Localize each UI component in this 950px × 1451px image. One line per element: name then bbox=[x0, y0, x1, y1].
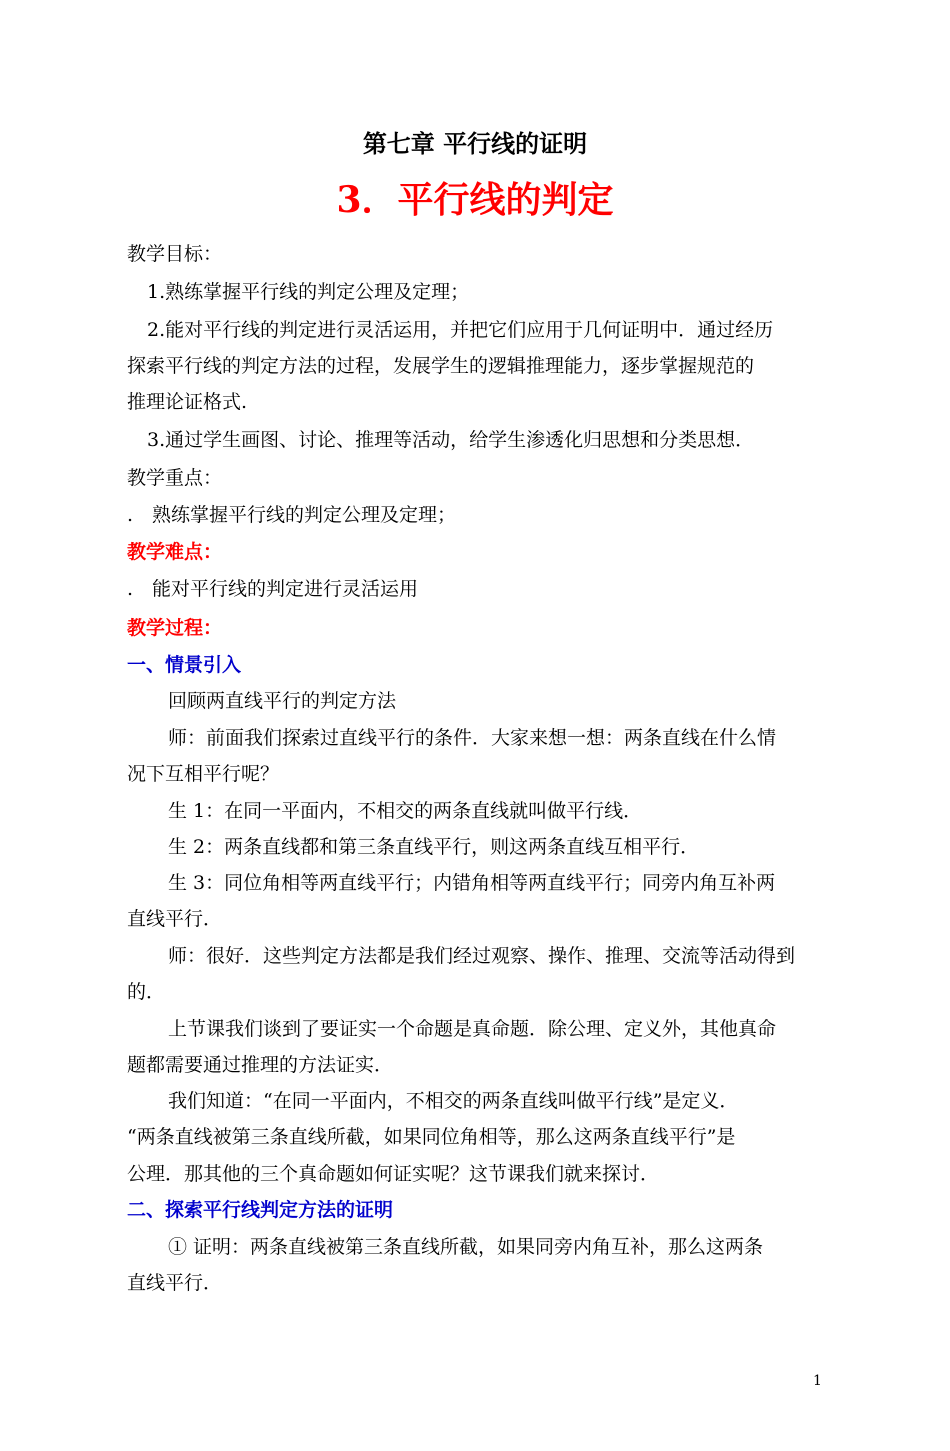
student-3-answer-line-2: 直线平行． bbox=[127, 908, 223, 930]
student-2-answer: 生 2：两条直线都和第三条直线平行，则这两条直线互相平行． bbox=[168, 836, 700, 858]
last-lesson-line-2: 题都需要通过推理的方法证实． bbox=[127, 1054, 394, 1076]
student-3-answer-line-1: 生 3：同位角相等两直线平行；内错角相等两直线平行；同旁内角互补两 bbox=[168, 872, 776, 894]
difficulty-heading: 教学难点： bbox=[127, 541, 223, 563]
lesson-title: 3．平行线的判定 bbox=[336, 179, 614, 221]
we-know-line-2: “两条直线被第三条直线所截，如果同位角相等，那么这两条直线平行”是 bbox=[127, 1126, 736, 1148]
section-1-heading: 一、情景引入 bbox=[127, 654, 242, 676]
objective-2-line-3: 推理论证格式. bbox=[127, 391, 248, 413]
difficulty-item: . 能对平行线的判定进行灵活运用 bbox=[127, 578, 419, 600]
objective-2-line-2: 探索平行线的判定方法的过程，发展学生的逻辑推理能力，逐步掌握规范的 bbox=[127, 355, 755, 377]
objectives-heading: 教学目标： bbox=[127, 243, 223, 265]
chapter-title: 第七章 平行线的证明 bbox=[362, 129, 588, 158]
last-lesson-line-1: 上节课我们谈到了要证实一个命题是真命题．除公理、定义外，其他真命 bbox=[168, 1018, 777, 1040]
teacher-question-line-2: 况下互相平行呢？ bbox=[127, 763, 280, 785]
review-line: 回顾两直线平行的判定方法 bbox=[168, 690, 397, 712]
teacher-comment-line-1: 师：很好．这些判定方法都是我们经过观察、操作、推理、交流等活动得到 bbox=[168, 945, 796, 967]
proof-1-line-1: ① 证明：两条直线被第三条直线所截，如果同旁内角互补，那么这两条 bbox=[168, 1236, 764, 1258]
teacher-question-line-1: 师：前面我们探索过直线平行的条件．大家来想一想：两条直线在什么情 bbox=[168, 727, 777, 749]
key-point-item: . 熟练掌握平行线的判定公理及定理； bbox=[127, 504, 457, 526]
we-know-line-1: 我们知道：“在同一平面内，不相交的两条直线叫做平行线”是定义． bbox=[168, 1090, 739, 1112]
teacher-comment-line-2: 的． bbox=[127, 981, 166, 1003]
objective-3: 3.通过学生画图、讨论、推理等活动，给学生渗透化归思想和分类思想． bbox=[147, 429, 755, 451]
proof-1-line-2: 直线平行． bbox=[127, 1272, 223, 1294]
objective-2-line-1: 2.能对平行线的判定进行灵活运用，并把它们应用于几何证明中．通过经历 bbox=[147, 319, 774, 341]
page-number: 1 bbox=[813, 1373, 822, 1389]
student-1-answer: 生 1：在同一平面内，不相交的两条直线就叫做平行线． bbox=[168, 800, 643, 822]
process-heading: 教学过程： bbox=[127, 617, 223, 639]
key-points-heading: 教学重点： bbox=[127, 467, 223, 489]
objective-1: 1.熟练掌握平行线的判定公理及定理； bbox=[147, 281, 470, 303]
we-know-line-3: 公理．那其他的三个真命题如何证实呢？这节课我们就来探讨． bbox=[127, 1163, 660, 1185]
section-2-heading: 二、探索平行线判定方法的证明 bbox=[127, 1199, 394, 1221]
